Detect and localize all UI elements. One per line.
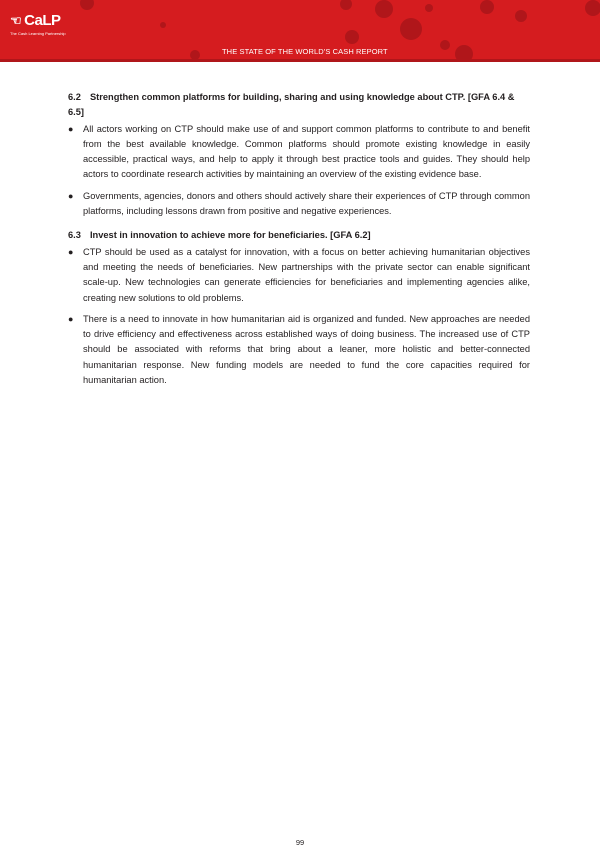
decorative-dot [515, 10, 527, 22]
decorative-dot [345, 30, 359, 44]
page-content [68, 90, 530, 394]
section-6-3 [68, 228, 530, 388]
decorative-dot [425, 4, 433, 12]
decorative-dot [340, 0, 352, 10]
logo-text: CaLP [24, 12, 61, 29]
hand-icon: ☜ [10, 12, 22, 28]
bullet-icon: ● [68, 123, 74, 134]
list-item [68, 312, 530, 388]
decorative-dot [480, 0, 494, 14]
decorative-dot [160, 22, 166, 28]
section-number: 6.3 [68, 230, 81, 241]
list-item [68, 122, 530, 183]
bullet-text: CTP should be used as a catalyst for innovation, with a focus on better achieving humanitarian objectives and meeting the needs of beneficiaries. New partnerships with the private sector can enable significant scale-up. New technologies can generate efficiencies for beneficiaries and implementing agencies alike, creating new solutions to old problems. [83, 246, 530, 303]
section-heading [68, 90, 530, 121]
page-number: 99 [295, 838, 305, 847]
calp-logo [10, 12, 66, 36]
header-band [0, 59, 600, 62]
list-item [68, 245, 530, 306]
bullet-text: There is a need to innovate in how humanitarian aid is organized and funded. New approaches are needed to drive efficiency and effectiveness across established ways of doing business. The increased use of CTP should be associated with reforms that bring about a leaner, more holistic and better-connected humanitarian response. New funding models are needed to fund the core capacities required for humanitarian action. [83, 313, 530, 386]
page-header [0, 0, 600, 62]
list-item [68, 189, 530, 220]
logo-tagline: The Cash Learning Partnership [10, 31, 66, 36]
section-number: 6.2 [68, 92, 81, 102]
bullet-text: All actors working on CTP should make use of and support common platforms to contribute to and benefit from the best available knowledge. Common platforms should promote existing knowledge in easily accessible, practical ways, and help to apply it through best practice tools and guides. They should help actors to coordinate research activities by maintaining an overview of the existing evidence base. [83, 123, 530, 180]
section-heading [68, 228, 530, 243]
decorative-dot [585, 0, 600, 16]
bullet-icon: ● [68, 190, 74, 201]
section-6-2 [68, 90, 530, 219]
decorative-dot [400, 18, 422, 40]
decorative-dot [440, 40, 450, 50]
section-title: Strengthen common platforms for building, sharing and using knowledge about CTP. [GFA 6.4 & 6.5] [68, 92, 515, 118]
bullet-icon: ● [68, 246, 74, 257]
decorative-dot [80, 0, 94, 10]
section-title: Invest in innovation to achieve more for beneficiaries. [GFA 6.2] [89, 230, 371, 241]
bullet-icon: ● [68, 313, 74, 324]
report-title: THE STATE OF THE WORLD'S CASH REPORT [222, 47, 388, 56]
bullet-text: Governments, agencies, donors and others should actively share their experiences of CTP through common platforms, including lessons drawn from positive and negative experiences. [83, 190, 530, 217]
decorative-dot [375, 0, 393, 18]
